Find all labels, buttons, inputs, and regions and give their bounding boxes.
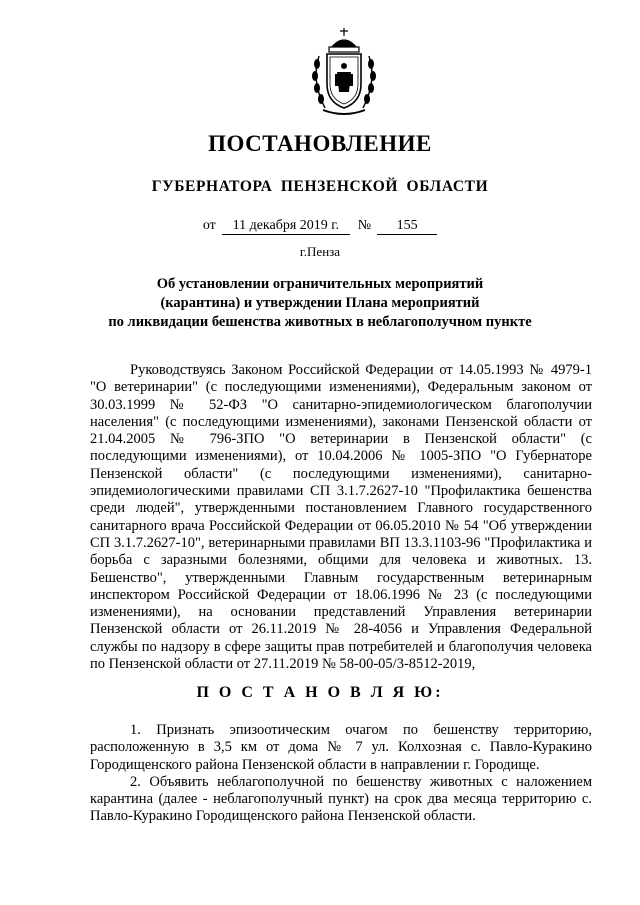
document-city: г.Пенза <box>299 244 341 259</box>
date-prefix: от <box>202 218 216 233</box>
decree-items <box>90 722 592 826</box>
document-title: ПОСТАНОВЛЕНИЕ <box>208 131 432 156</box>
subject-line-1: Об установлении ограничительных мероприятий <box>156 276 484 292</box>
number-label: № <box>357 218 372 233</box>
document-number: 155 <box>377 218 437 235</box>
date-number-line <box>0 218 640 235</box>
decree-heading: П О С Т А Н О В Л Я Ю: <box>196 684 444 701</box>
coat-of-arms-icon <box>309 26 379 118</box>
document-issuer: ГУБЕРНАТОРА ПЕНЗЕНСКОЙ ОБЛАСТИ <box>151 178 489 195</box>
decree-item-1: 1. Признать эпизоотическим очагом по бешенству территорию, расположенную в 3,5 км от дома № 7 ул. Колхозная с. Павло-Куракино Городищенского района Пензенской области в направлении г. Городище. <box>90 722 592 773</box>
subject-line-2: (карантина) и утверждении Плана мероприятий <box>160 295 480 311</box>
preamble-paragraph: Руководствуясь Законом Российской Федерации от 14.05.1993 № 4979-1 "О ветеринарии" (с последующими изменениями), Федеральным законом от 30.03.1999 № 52-ФЗ "О санитарно-эпидемиологическом благополучии населения" (с последующими изменениями), законами Пензенской области от 21.04.2005 № 796-ЗПО "О ветеринарии в Пензенской области" (с последующими изменениями), от 10.04.2006 № 1005-ЗПО "О Губернаторе Пензенской области" (с последующими изменениями), санитарно-эпидемиологическими правилами СП 3.1.7.2627-10 "Профилактика бешенства среди людей", утвержденными постановлением Главного государственного санитарного врача Российской Федерации от 06.05.2010 № 54 "Об утверждении СП 3.1.7.2627-10", ветеринарными правилами ВП 13.3.1103-96 "Профилактика и борьба с заразными болезнями, общими для человека и животных. 13. Бешенство", утвержденными Главным государственным ветеринарным инспектором Российской Федерации от 18.06.1996 № 23 (с последующими изменениями), на основании представлений Управления ветеринарии Пензенской области от 26.11.2019 № 28-4056 и Управления Федеральной службы по надзору в сфере защиты прав потребителей и благополучия человека по Пензенской области от 27.11.2019 № 58-00-05/3-8512-2019, <box>90 362 592 673</box>
document-date: 11 декабря 2019 г. <box>222 218 350 235</box>
decree-item-2: 2. Объявить неблагополучной по бешенству животных с наложением карантина (далее - неблагополучный пункт) на срок два месяца территорию с. Павло-Куракино Городищенского района Пензенской области. <box>90 773 592 825</box>
preamble-block <box>90 362 592 673</box>
subject-line-3: по ликвидации бешенства животных в неблагополучном пункте <box>108 314 532 330</box>
document-subject <box>0 275 640 332</box>
